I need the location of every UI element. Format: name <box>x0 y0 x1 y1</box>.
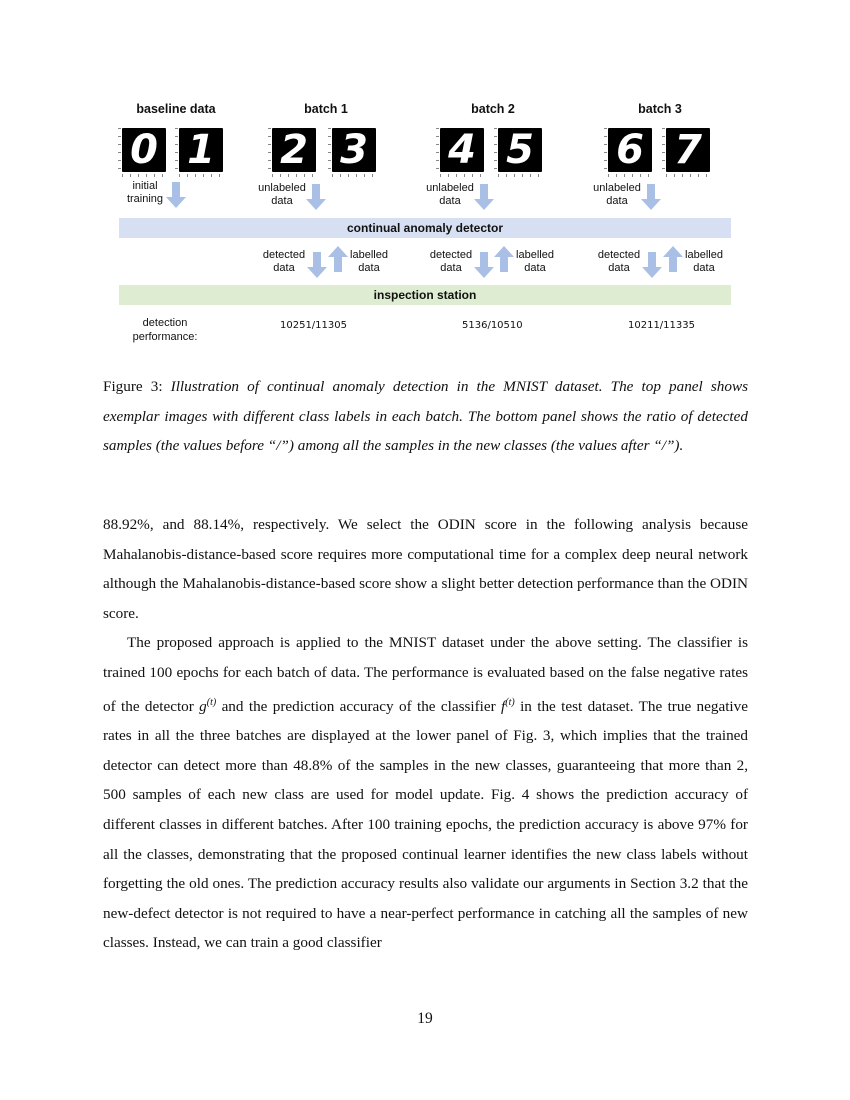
input-label-unlabeled-batch-1: unlabeled data <box>258 182 306 207</box>
labelled-label-batch-3: labelled data <box>685 249 723 274</box>
digit-label: 0 <box>130 127 158 173</box>
input-label-unlabeled-batch-2: unlabeled data <box>426 182 474 207</box>
performance-batch-1: 10251/11305 <box>280 320 347 331</box>
digit-label: 1 <box>187 127 215 173</box>
text-run: The proposed approach is applied to the MNIST dataset under the above setting. The classifier is trained 100 epochs for each batch of data. The performance is evaluated based on the false negative rates of the detector <box>103 634 748 715</box>
paragraph: 88.92%, and 88.14%, respectively. We select the ODIN score in the following analysis because Mahalanobis-distance-based score requires more computational time for a complex deep neural network although the Mahalanobis-distance-based score show a slight better detection performance than the ODIN score. <box>103 516 748 622</box>
arrow-down-icon <box>641 184 661 210</box>
math-symbol-f: f <box>501 697 506 715</box>
input-label-unlabeled-batch-3: unlabeled data <box>593 182 641 207</box>
axis-ticks <box>440 174 484 177</box>
axis-ticks <box>272 174 316 177</box>
math-symbol-g: g <box>199 697 207 715</box>
digit-label: 7 <box>674 127 702 173</box>
digit-image <box>498 128 542 172</box>
continual-anomaly-detector-bar: continual anomaly detector <box>119 218 731 238</box>
body-text <box>103 510 748 958</box>
digit-image <box>179 128 223 172</box>
page-number: 19 <box>417 1010 433 1027</box>
axis-ticks <box>328 128 331 172</box>
math-superscript: (t) <box>505 696 515 708</box>
paragraph <box>103 628 748 958</box>
axis-ticks <box>332 174 376 177</box>
digit-image <box>608 128 652 172</box>
group-title-baseline: baseline data <box>136 102 216 116</box>
arrow-down-icon <box>474 252 494 278</box>
axis-ticks <box>494 128 497 172</box>
axis-ticks <box>608 174 652 177</box>
digit-label: 5 <box>506 127 534 173</box>
digit-image <box>122 128 166 172</box>
axis-ticks <box>175 128 178 172</box>
detected-label-batch-2: detected data <box>429 249 473 274</box>
text-run: in the test dataset. The true negative rates in all the three batches are displayed at the lower panel of Fig. 3, which implies that the trained detector can detect more than 48.8% of the samples in the new classes, guaranteeing that more than 2, 500 samples of each new class are used for model update. Fig. 4 shows the prediction accuracy of different classes in different batches. After 100 training epochs, the prediction accuracy is above 97% for all the classes, demonstrating that the proposed continual learner identifies the new class labels without forgetting the old ones. The prediction accuracy results also validate our arguments in Section 3.2 that the new-defect detector is not required to have a near-perfect performance in catching all the samples of new classes. Instead, we can train a good classifier <box>103 697 748 952</box>
axis-ticks <box>662 128 665 172</box>
performance-batch-3: 10211/11335 <box>628 320 695 331</box>
axis-ticks <box>498 174 542 177</box>
text-run: and the prediction accuracy of the classifier <box>216 697 502 715</box>
labelled-label-batch-1: labelled data <box>350 249 388 274</box>
group-title-batch-3: batch 3 <box>638 102 682 116</box>
labelled-label-batch-2: labelled data <box>516 249 554 274</box>
detected-label-batch-3: detected data <box>597 249 641 274</box>
axis-ticks <box>666 174 710 177</box>
inspection-station-bar: inspection station <box>119 285 731 305</box>
caption-label: Figure 3: <box>103 378 163 395</box>
axis-ticks <box>122 174 166 177</box>
arrow-down-icon <box>474 184 494 210</box>
digit-label: 6 <box>616 127 644 173</box>
performance-batch-2: 5136/10510 <box>462 320 523 331</box>
axis-ticks <box>268 128 271 172</box>
digit-image <box>332 128 376 172</box>
caption-text: Illustration of continual anomaly detection in the MNIST dataset. The top panel shows exemplar images with different class labels in each batch. The bottom panel shows the ratio of detected samples (the values before “/”) among all the samples in the new classes (the values after “/”). <box>103 378 748 455</box>
digit-image <box>440 128 484 172</box>
axis-ticks <box>118 128 121 172</box>
digit-label: 3 <box>340 127 368 173</box>
arrow-down-icon <box>306 184 326 210</box>
figure-caption <box>103 372 748 461</box>
arrow-down-icon <box>642 252 662 278</box>
detection-performance-label: detection performance: <box>132 317 198 343</box>
math-superscript: (t) <box>206 696 217 708</box>
arrow-down-icon <box>166 182 186 208</box>
input-label-initial-training: initial training <box>126 180 164 205</box>
axis-ticks <box>179 174 223 177</box>
arrow-down-icon <box>307 252 327 278</box>
digit-image <box>272 128 316 172</box>
axis-ticks <box>604 128 607 172</box>
detected-label-batch-1: detected data <box>262 249 306 274</box>
digit-image <box>666 128 710 172</box>
group-title-batch-2: batch 2 <box>471 102 515 116</box>
axis-ticks <box>436 128 439 172</box>
figure-3 <box>0 0 850 360</box>
group-title-batch-1: batch 1 <box>304 102 348 116</box>
digit-label: 4 <box>448 127 476 173</box>
digit-label: 2 <box>280 127 308 173</box>
